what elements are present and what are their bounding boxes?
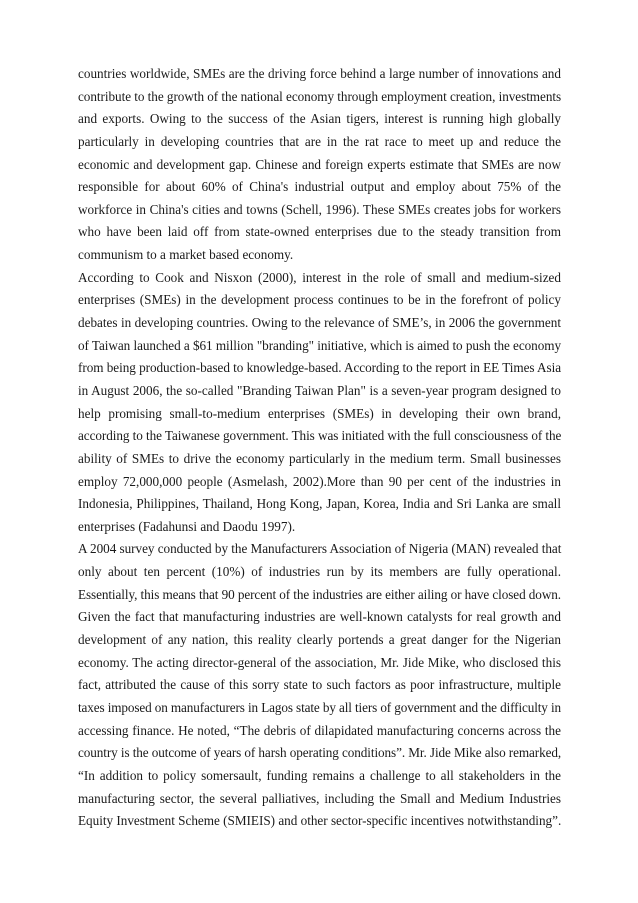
text-line: workforce in China's cities and towns (Schell, 1996). These SMEs creates jobs for workers: [78, 201, 561, 217]
text-line: A 2004 survey conducted by the Manufacturers Association of Nigeria (MAN) revealed that: [78, 541, 562, 557]
text-line: country is the outcome of years of harsh operating conditions”. Mr. Jide Mike also remarked,: [78, 745, 562, 761]
text-line: only about ten percent (10%) of industries run by its members are fully operational.: [78, 564, 561, 580]
text-line: “In addition to policy somersault, funding remains a challenge to all stakeholders in the: [78, 767, 561, 783]
text-line: ability of SMEs to drive the economy particularly in the medium term. Small businesses: [78, 450, 561, 466]
text-line: debates in developing countries. Owing to the relevance of SME’s, in 2006 the government: [78, 315, 561, 331]
text-line: fact, attributed the cause of this sorry state to such factors as poor infrastructure, multiple: [78, 677, 561, 693]
text-line: economic and development gap. Chinese and foreign experts estimate that SMEs are now: [78, 156, 561, 172]
text-line: taxes imposed on manufacturers in Lagos state by all tiers of government and the difficulty in: [78, 699, 561, 715]
text-line: enterprises (Fadahunsi and Daodu 1997).: [78, 518, 296, 534]
text-line: economy. The acting director-general of the association, Mr. Jide Mike, who disclosed this: [78, 654, 561, 670]
text-line: according to the Taiwanese government. This was initiated with the full consciousness of the: [78, 428, 562, 444]
text-line: from being production-based to knowledge-based. According to the report in EE Times Asia: [78, 360, 561, 376]
text-line: in August 2006, the so-called "Branding Taiwan Plan" is a seven-year program designed to: [78, 382, 561, 398]
text-line: contribute to the growth of the national economy through employment creation, investments: [78, 88, 562, 104]
text-line: help promising small-to-medium enterprises (SMEs) in developing their own brand,: [78, 405, 561, 421]
text-line: and exports. Owing to the success of the Asian tigers, interest is running high globally: [78, 111, 561, 127]
text-line: Essentially, this means that 90 percent of the industries are either ailing or have closed down.: [78, 586, 561, 602]
text-line: Equity Investment Scheme (SMIEIS) and other sector-specific incentives notwithstanding”.: [78, 813, 562, 829]
text-line: countries worldwide, SMEs are the driving force behind a large number of innovations and: [78, 66, 561, 81]
text-line: employ 72,000,000 people (Asmelash, 2002).More than 90 per cent of the industries in: [78, 473, 561, 489]
text-line: According to Cook and Nisxon (2000), interest in the role of small and medium-sized: [78, 269, 561, 285]
text-line: communism to a market based economy.: [78, 247, 294, 263]
text-line: who have been laid off from state-owned enterprises due to the steady transition from: [78, 224, 561, 240]
text-line: accessing finance. He noted, “The debris of dilapidated manufacturing concerns across the: [78, 722, 561, 738]
text-line: enterprises (SMEs) in the development process continues to be in the forefront of policy: [78, 292, 561, 308]
text-line: manufacturing sector, the several palliatives, including the Small and Medium Industries: [78, 790, 561, 806]
text-line: development of any nation, this reality clearly portends a great danger for the Nigerian: [78, 632, 561, 648]
text-line: of Taiwan launched a $61 million "branding" initiative, which is aimed to push the economy: [78, 337, 561, 353]
body-text: [78, 63, 561, 833]
text-line: particularly in developing countries that are in the rat race to meet up and reduce the: [78, 133, 561, 149]
text-line: Given the fact that manufacturing industries are well-known catalysts for real growth and: [78, 609, 561, 625]
text-line: responsible for about 60% of China's industrial output and employ about 75% of the: [78, 179, 561, 195]
text-line: Indonesia, Philippines, Thailand, Hong Kong, Japan, Korea, India and Sri Lanka are small: [78, 496, 561, 512]
